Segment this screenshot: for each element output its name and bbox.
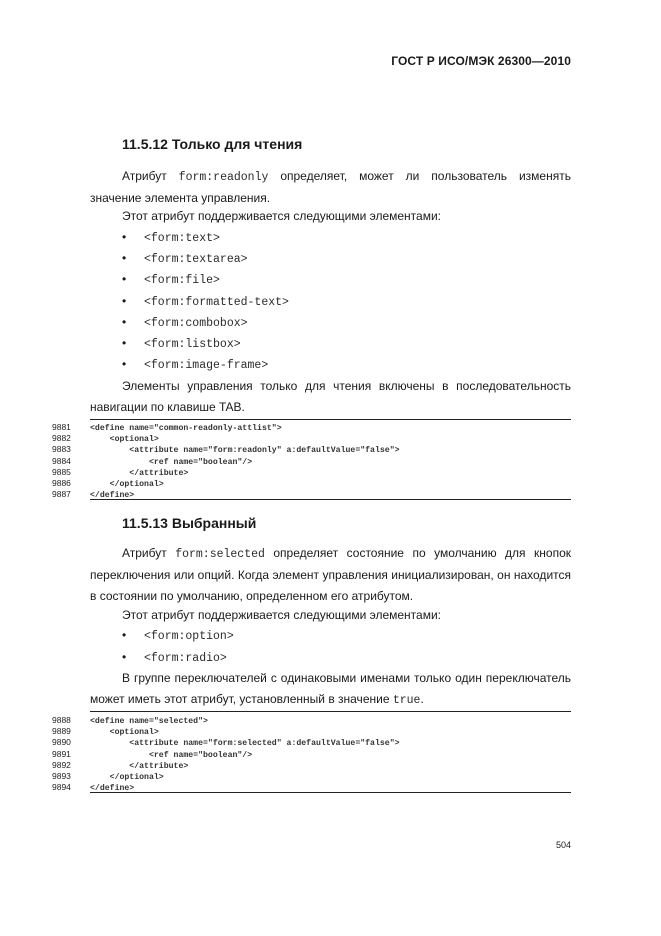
code-line: 9886 </optional> bbox=[52, 477, 164, 489]
paragraph-tab-navigation: Элементы управления только для чтения включены в последовательность навигации по клавише TAB. bbox=[90, 379, 571, 414]
inline-code: form:selected bbox=[175, 548, 265, 561]
code-rule-bottom bbox=[90, 792, 571, 793]
list-item: • <form:textarea> bbox=[122, 251, 248, 266]
code-line: 9884 <ref name="boolean"/> bbox=[52, 455, 253, 467]
code-line: 9887 </define> bbox=[52, 489, 135, 501]
code-line: 9885 </attribute> bbox=[52, 466, 189, 478]
code-line: 9881 <define name="common-readonly-attlist"> bbox=[52, 422, 282, 433]
list-item: • <form:option> bbox=[122, 628, 234, 643]
code-rule-top bbox=[90, 711, 571, 712]
page-number: 504 bbox=[555, 840, 571, 850]
section-title-readonly: 11.5.12 Только для чтения bbox=[122, 136, 303, 152]
paragraph-selected-intro: Атрибут form:selected определяет состояние по умолчанию для кнопок переключения или опций. Когда элемент управления инициализирован, он находится в состоянии по умолчанию, определенном его атрибутом. bbox=[90, 546, 571, 603]
paragraph-supported-elements: Этот атрибут поддерживается следующими элементами: bbox=[122, 608, 442, 622]
code-line: 9889 <optional> bbox=[52, 726, 159, 738]
inline-code: true bbox=[392, 694, 421, 707]
code-line: 9882 <optional> bbox=[52, 433, 159, 445]
code-line: 9892 </attribute> bbox=[52, 759, 189, 771]
paragraph-supported-elements: Этот атрибут поддерживается следующими элементами: bbox=[122, 209, 442, 223]
paragraph-readonly-intro: Атрибут form:readonly определяет, может ли пользователь изменять значение элемента управления. bbox=[90, 169, 571, 205]
list-item: • <form:file> bbox=[122, 272, 220, 287]
code-line: 9888 <define name="selected"> bbox=[52, 715, 208, 726]
code-line: 9890 <attribute name="form:selected" a:defaultValue="false"> bbox=[52, 737, 400, 749]
code-line: 9894 </define> bbox=[52, 782, 135, 794]
document-header: ГОСТ Р ИСО/МЭК 26300—2010 bbox=[391, 54, 571, 68]
code-line: 9893 </optional> bbox=[52, 770, 164, 782]
code-block-selected bbox=[52, 715, 400, 793]
list-item: • <form:text> bbox=[122, 230, 220, 245]
list-item: • <form:image-frame> bbox=[122, 357, 269, 372]
code-line: 9883 <attribute name="form:readonly" a:defaultValue="false"> bbox=[52, 444, 400, 456]
section-title-selected: 11.5.13 Выбранный bbox=[122, 515, 257, 531]
code-rule-bottom bbox=[90, 499, 571, 500]
list-item: • <form:listbox> bbox=[122, 336, 241, 351]
inline-code: form:readonly bbox=[178, 171, 269, 184]
list-item: • <form:formatted-text> bbox=[122, 294, 289, 309]
code-rule-top bbox=[90, 419, 571, 420]
code-line: 9891 <ref name="boolean"/> bbox=[52, 748, 253, 760]
code-block-readonly bbox=[52, 422, 400, 500]
paragraph-radio-group: В группе переключателей с одинаковыми именами только один переключатель может иметь этот атрибут, установленный в значение true. bbox=[90, 671, 571, 707]
list-item: • <form:combobox> bbox=[122, 315, 248, 330]
list-item: • <form:radio> bbox=[122, 650, 227, 665]
